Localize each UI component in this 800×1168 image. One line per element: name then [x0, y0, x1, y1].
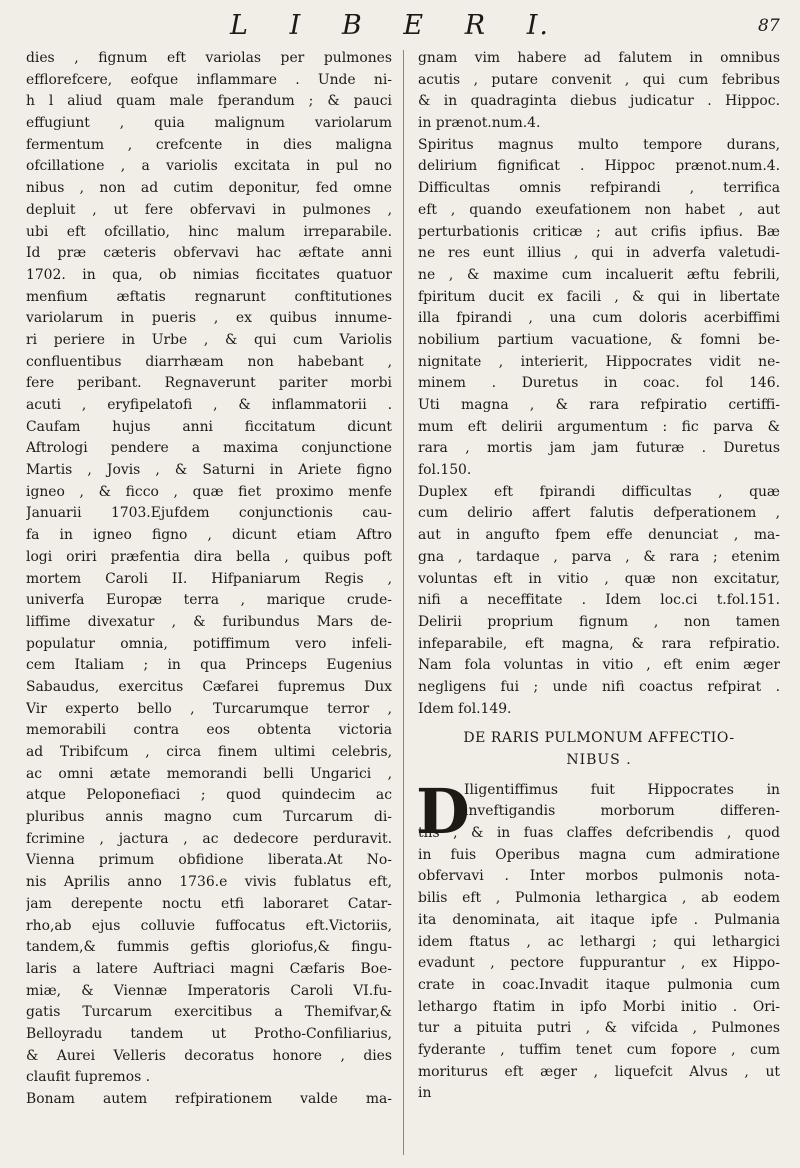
text-line: acuti , eryfipelatofi , & inflammatorii .: [26, 397, 392, 413]
text-line: 1702. in qua, ob nimias ficcitates quatuor: [26, 266, 392, 283]
page-number: 87: [758, 16, 780, 36]
text-line: Vienna primum obfidione liberata.At No-: [26, 852, 392, 869]
text-line: & Aurei Velleris decoratus honore , dies: [26, 1047, 392, 1064]
paragraph-duplex-difficultas: [418, 482, 780, 721]
text-line: Spiritus magnus multo tempore durans,: [418, 136, 780, 153]
text-line: Januarii 1703.Ejufdem conjunctionis cau-: [26, 505, 392, 522]
text-line: tiis , & in fuas claffes defcribendis , quod: [418, 825, 780, 842]
text-line: aut in angufto fpem effe denunciat , ma-: [418, 527, 780, 544]
text-line: laris a latere Auftriaci magni Cæfaris Boe-: [26, 960, 392, 977]
text-line: h l aliud quam male fperandum ; & pauci: [26, 93, 392, 110]
drop-cap: D: [416, 774, 470, 848]
text-line: fyderante , tuffim tenet cum fopore , cum: [418, 1041, 780, 1058]
text-line: ne , & maxime cum incaluerit æftu febrili,: [418, 266, 780, 283]
text-line: ne res eunt illius , qui in adverfa valetudi-: [418, 245, 780, 262]
text-line: Uti magna , & rara refpiratio certiffi-: [418, 397, 780, 413]
paragraph-hippocrates-prenotion: [418, 48, 780, 135]
text-line: idem ftatus , ac lethargi ; qui lethargici: [418, 933, 780, 950]
left-column: [26, 48, 392, 1111]
text-line: moriturus eft æger , liquefcit Alvus , ut: [418, 1063, 780, 1080]
section-subheading: NIBUS .: [566, 752, 632, 768]
paragraph-spiritus-magnus: [418, 135, 780, 482]
text-line: Vir experto bello , Turcarumque terror ,: [26, 700, 392, 717]
text-line: Delirii proprium fignum , non tamen: [418, 613, 780, 630]
text-line: Nam fola voluntas in vitio , eft enim æger: [418, 657, 780, 674]
column-divider: [403, 50, 404, 1155]
text-line: atque Peloponefiaci ; quod quindecim ac: [26, 787, 392, 804]
text-line: nibus , non ad cutim deponitur, fed omne: [26, 180, 392, 197]
text-line: ita denominata, ait itaque ipfe . Pulmania: [418, 911, 780, 928]
text-line: Iligentiffimus fuit Hippocrates in: [464, 781, 780, 798]
text-line: fcrimine , jactura , ac dedecore perduravit.: [26, 830, 392, 847]
running-title-letter: I.: [526, 10, 550, 41]
text-line: univerfa Europæ terra , marique crude-: [26, 592, 392, 609]
text-line: ofcillatione , a variolis excitata in pul no: [26, 158, 392, 175]
text-line: eft , quando exeufationem non habet , aut: [418, 201, 780, 218]
spacer: [418, 720, 780, 728]
text-line: liffime divexatur , & furibundus Mars de-: [26, 613, 392, 630]
text-line: Bonam autem refpirationem valde ma-: [26, 1091, 392, 1107]
text-line: Sabaudus, exercitus Cæfarei fupremus Dux: [26, 678, 392, 695]
text-line: claufit fupremos .: [26, 1069, 151, 1086]
text-line: igneo , & ficco , quæ fiet proximo menfe: [26, 483, 392, 500]
text-line: voluntas eft in vitio , quæ non excitatur,: [418, 570, 780, 587]
text-line: dies , fignum eft variolas per pulmones: [26, 50, 392, 66]
text-line: variolarum in pueris , ex quibus innume-: [26, 310, 392, 327]
text-line: ac omni ætate memorandi belli Ungarici ,: [26, 765, 392, 782]
text-line: crate in coac.Invadit itaque pulmonia cum: [418, 976, 780, 993]
text-line: & in quadraginta diebus judicatur . Hippoc.: [418, 93, 780, 110]
text-line: mum eft delirii argumentum : fic parva &: [418, 418, 780, 435]
text-line: fere peribant. Regnaverunt pariter morbi: [26, 375, 392, 392]
text-line: nignitate , interierit, Hippocrates vidit ne-: [418, 353, 780, 370]
text-line: in fuis Operibus magna cum admiratione: [418, 846, 780, 863]
running-title-letter: B: [341, 10, 364, 41]
text-line: inveftigandis morborum differen-: [464, 803, 780, 820]
text-line: Id præ cæteris obfervavi hac æftate anni: [26, 245, 392, 262]
text-line: memorabili contra eos obtenta victoria: [26, 722, 392, 739]
text-line: Difficultas omnis refpirandi , terrifica: [418, 180, 780, 197]
text-line: illa fpirandi , una cum doloris acerbiffimi: [418, 310, 780, 327]
text-line: populatur omnia, potiffimum vero infeli-: [26, 635, 392, 652]
text-line: tandem,& fummis geftis gloriofus,& fingu-: [26, 939, 392, 956]
text-line: perturbationis criticæ ; aut crifis ipfius. Bæ: [418, 223, 780, 240]
text-line: miæ, & Viennæ Imperatoris Caroli VI.fu-: [26, 982, 392, 999]
text-line: jam derepente noctu etfi laboraret Catar-: [26, 895, 392, 912]
text-line: in prænot.num.4.: [418, 115, 541, 132]
text-line: bilis eft , Pulmonia lethargica , ab eodem: [418, 890, 780, 907]
text-line: Idem fol.149.: [418, 700, 512, 717]
text-line: tur a pituita putri , & vifcida , Pulmones: [418, 1020, 780, 1037]
text-line: nifi a neceffitate . Idem loc.ci t.fol.151.: [418, 592, 780, 609]
text-line: efflorefcere, eofque inflammare . Unde ni-: [26, 71, 392, 88]
spacer: [418, 772, 780, 780]
running-title-letter: E: [403, 10, 426, 41]
text-line: gatis Turcarum exercitibus a Themifvar,&: [26, 1004, 392, 1021]
text-line: negligens fui ; unde nifi coactus refpirat .: [418, 678, 780, 695]
text-line: depluit , ut fere obfervavi in pulmones ,: [26, 201, 392, 218]
text-line: Aftrologi pendere a maxima conjunctione: [26, 440, 392, 457]
running-head: [0, 10, 800, 50]
text-line: ri periere in Urbe , & qui cum Variolis: [26, 331, 392, 348]
paragraph-diligentissimus: [416, 774, 780, 1105]
text-line: Caufam hujus anni ficcitatum dicunt: [26, 418, 392, 435]
running-title-letter: L: [230, 10, 250, 41]
text-line: minem . Duretus in coac. fol 146.: [418, 375, 780, 392]
text-line: fa in igneo figno , dicunt etiam Aftro: [26, 527, 392, 544]
text-line: delirium fignificat . Hippoc prænot.num.4.: [418, 158, 780, 175]
text-line: lethargo ftatim in ipfo Morbi initio . Ori-: [418, 998, 780, 1015]
text-line: fol.150.: [418, 462, 472, 479]
text-line: in: [418, 1085, 432, 1102]
text-line: effugiunt , quia malignum variolarum: [26, 115, 392, 132]
text-line: rara , mortis jam jam futuræ . Duretus: [418, 440, 780, 457]
running-title-letter: R: [464, 10, 488, 41]
text-line: logi oriri præfentia dira bella , quibus poft: [26, 548, 392, 565]
text-line: obfervavi . Inter morbos pulmonis nota-: [418, 868, 780, 885]
text-line: ad Tribifcum , circa finem ultimi celebris,: [26, 744, 392, 760]
running-title: [230, 10, 550, 41]
text-line: nis Aprilis anno 1736.e vivis fublatus eft,: [26, 874, 392, 891]
text-line: gna , tardaque , parva , & rara ; etenim: [418, 548, 780, 565]
text-line: Martis , Jovis , & Saturni in Ariete figno: [26, 462, 392, 479]
text-line: fpiritum ducit ex facili , & qui in libertate: [418, 288, 780, 305]
text-line: infeparabile, eft magna, & rara refpiratio.: [418, 635, 780, 652]
text-line: Belloyradu tandem ut Protho-Confiliarius,: [26, 1025, 392, 1042]
text-line: acutis , putare convenit , qui cum febribus: [418, 71, 780, 88]
right-column: [418, 48, 780, 1105]
text-line: pluribus annis magno cum Turcarum di-: [26, 809, 392, 826]
text-line: fermentum , crefcente in dies maligna: [26, 136, 392, 153]
text-line: rho,ab ejus colluvie fuffocatus eft.Victoriis,: [26, 917, 392, 934]
text-line: cem Italiam ; in qua Princeps Eugenius: [26, 657, 392, 674]
text-line: confluentibus diarrhæam non habebant ,: [26, 353, 392, 370]
text-line: nobilium partium vacuatione, & fomni be-: [418, 331, 780, 348]
paragraph-lines: [416, 774, 780, 1105]
text-line: Duplex eft fpirandi difficultas , quæ: [418, 483, 780, 500]
text-line: gnam vim habere ad falutem in omnibus: [418, 50, 780, 66]
text-line: ubi eft ofcillatio, hinc malum irreparabile.: [26, 223, 392, 240]
running-title-letter: I: [289, 10, 303, 41]
text-line: menfium æftatis regnarunt conftitutiones: [26, 288, 392, 305]
text-line: cum delirio affert falutis defperationem ,: [418, 505, 780, 522]
text-line: evadunt , pectore fuppurantur , ex Hippo-: [418, 955, 780, 972]
text-line: mortem Caroli II. Hifpaniarum Regis ,: [26, 570, 392, 587]
section-heading: DE RARIS PULMONUM AFFECTIO-: [463, 730, 735, 747]
